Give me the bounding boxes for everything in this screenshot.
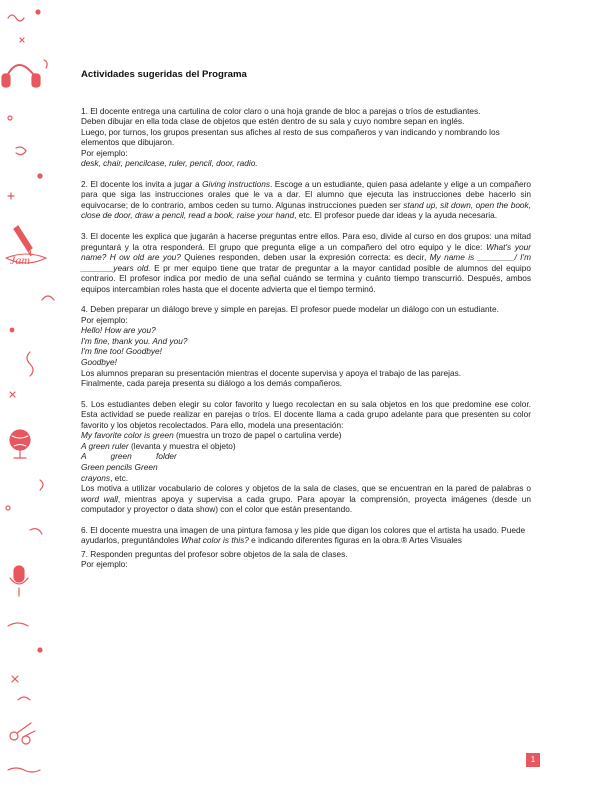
activity-2-game: Giving instructions bbox=[202, 178, 271, 189]
headphones-icon bbox=[2, 65, 40, 87]
dialogue-line: Hello! How are you? bbox=[81, 325, 156, 336]
activity-3-question: What's your name? H ow old are you? bbox=[81, 241, 531, 263]
scissors-icon bbox=[10, 723, 35, 744]
activity-3 bbox=[81, 231, 531, 294]
microphone-icon bbox=[10, 566, 28, 596]
pencil-icon bbox=[14, 226, 32, 256]
example-phrase: crayons bbox=[81, 472, 111, 483]
activity-1 bbox=[81, 106, 531, 169]
activity-4-line: Por ejemplo: bbox=[81, 314, 128, 325]
word-wall: word wall bbox=[81, 493, 118, 504]
activity-4 bbox=[81, 304, 531, 388]
activity-2-text: , etc. El profesor puede dar ideas y la ayuda necesaria. bbox=[294, 210, 498, 221]
example-phrase: A green folder bbox=[81, 451, 177, 462]
activity-1-line: Luego, por turnos, los grupos presentan sus afiches al resto de sus compañeros y van indicando y nombrando los elementos que dibujaron. bbox=[81, 126, 500, 148]
activity-1-example: desk, chair, pencilcase, ruler, pencil, door, radio. bbox=[81, 158, 258, 169]
activity-7-line: 7. Responden preguntas del profesor sobre objetos de la sala de clases. bbox=[81, 548, 348, 559]
activity-5-text: Los motiva a utilizar vocabulario de colores y objetos de la sala de clases, que se encuentran en la pared de palabras o bbox=[81, 483, 531, 494]
activity-3-text: E pr mer equipo tiene que tratar de preguntar a la mayor cantidad posible de alumnos del equipo contrario. El profesor indica por medio de una señal cuándo se termina y cuánto tiempo transcurrió. Después, ambos equipos intercambian roles hasta que el docente advierta que el tiempo terminó. bbox=[81, 262, 531, 294]
activity-2-text: . Escoge a un estudiante, quien pasa adelante y elige a un compañero para que siga las instrucciones orales que le va a dar. El alumno que ejecuta las instrucciones debe hacerlo sin equivocarse; de lo contrario, ambos ceden su turno. Algunas instrucciones pueden ser bbox=[81, 178, 531, 210]
activity-1-line: Deben dibujar en ella toda clase de objetos que estén dentro de su sala y cuyo nombre sepan en inglés. bbox=[81, 116, 465, 127]
activity-4-line: Finalmente, cada pareja presenta su diálogo a los demás compañeros. bbox=[81, 378, 343, 389]
activity-3-text: Quienes responden, deben usar la expresión correcta: es decir, bbox=[180, 252, 430, 263]
example-note: (muestra un trozo de papel o cartulina verde) bbox=[173, 430, 342, 441]
activity-6-text: 6. El docente muestra una imagen de una pintura famosa y les pide que digan los colores que el artista ha usado. Puede ayudarlos, preguntándoles bbox=[81, 524, 526, 546]
activity-5 bbox=[81, 399, 531, 515]
activity-6-text: e indicando diferentes figuras en la obra.® Artes Visuales bbox=[248, 535, 462, 546]
globe-icon bbox=[10, 430, 30, 458]
margin-doodles bbox=[0, 0, 62, 800]
activity-7-line: Por ejemplo: bbox=[81, 559, 128, 570]
example-note: (levanta y muestra el objeto) bbox=[128, 440, 236, 451]
activity-5-text: , mientras apoya y supervisa a cada grupo. Para apoyar la comprensión, proyecta imágenes (desde un computador y proyector o data show) con el color que están presentando. bbox=[81, 493, 531, 515]
example-phrase: My favorite color is green bbox=[81, 430, 174, 441]
activity-2-text: 2. El docente los invita a jugar a bbox=[81, 178, 203, 189]
page-number: 1 bbox=[526, 753, 540, 767]
activity-5-example bbox=[81, 430, 531, 441]
activity-5-line bbox=[81, 483, 531, 515]
activity-4-line: 4. Deben preparar un diálogo breve y simple en parejas. El profesor puede modelar un diálogo con un estudiante. bbox=[81, 304, 499, 315]
example-note: , etc. bbox=[110, 472, 129, 483]
activity-6 bbox=[81, 525, 531, 546]
example-phrase: Green pencils Green bbox=[81, 461, 158, 472]
example-phrase: A green ruler bbox=[81, 440, 129, 451]
document-body bbox=[81, 70, 531, 580]
activity-1-line: Por ejemplo: bbox=[81, 147, 128, 158]
page-title: Actividades sugeridas del Programa bbox=[81, 69, 247, 80]
activity-5-example bbox=[81, 473, 531, 484]
dialogue-line: I'm fine, thank you. And you? bbox=[81, 335, 188, 346]
activity-3-text: 3. El docente les explica que jugarán a hacerse preguntas entre ellos. Para eso, divide al curso en dos grupos: una mitad preguntará y la otra responderá. El grupo que pregunta elige a un compañero del otro equipo y le dice: bbox=[81, 231, 531, 252]
activity-5-example bbox=[81, 441, 531, 452]
activity-6-question: What color is this? bbox=[181, 535, 249, 546]
activity-3-answer: My name is ________/ I'm _______years old. bbox=[81, 252, 531, 273]
activity-2 bbox=[81, 179, 531, 221]
activity-1-line: 1. El docente entrega una cartulina de color claro o una hoja grande de bloc a parejas o tríos de estudiantes. bbox=[81, 105, 481, 116]
activity-4-line: Los alumnos preparan su presentación mientras el docente supervisa y apoya el trabajo de las parejas. bbox=[81, 367, 462, 378]
dialogue-line: Goodbye! bbox=[81, 357, 117, 368]
jam-doodle: Jam bbox=[10, 253, 30, 267]
activity-2-instructions: stand up, sit down, open the book, close de door, draw a pencil, read a book, raise your hand bbox=[81, 199, 531, 221]
dialogue-line: I'm fine too! Goodbye! bbox=[81, 346, 162, 357]
activity-7 bbox=[81, 549, 531, 570]
activity-5-line: 5. Los estudiantes deben elegir su color favorito y luego recolectan en su sala objetos en los que predomine ese color. Esta actividad se puede realizar en parejas o tríos. El docente llama a cada grupo adelante para que presenten su color favorito y los objetos recolectados. Para ello, modela una presentación: bbox=[81, 398, 531, 430]
